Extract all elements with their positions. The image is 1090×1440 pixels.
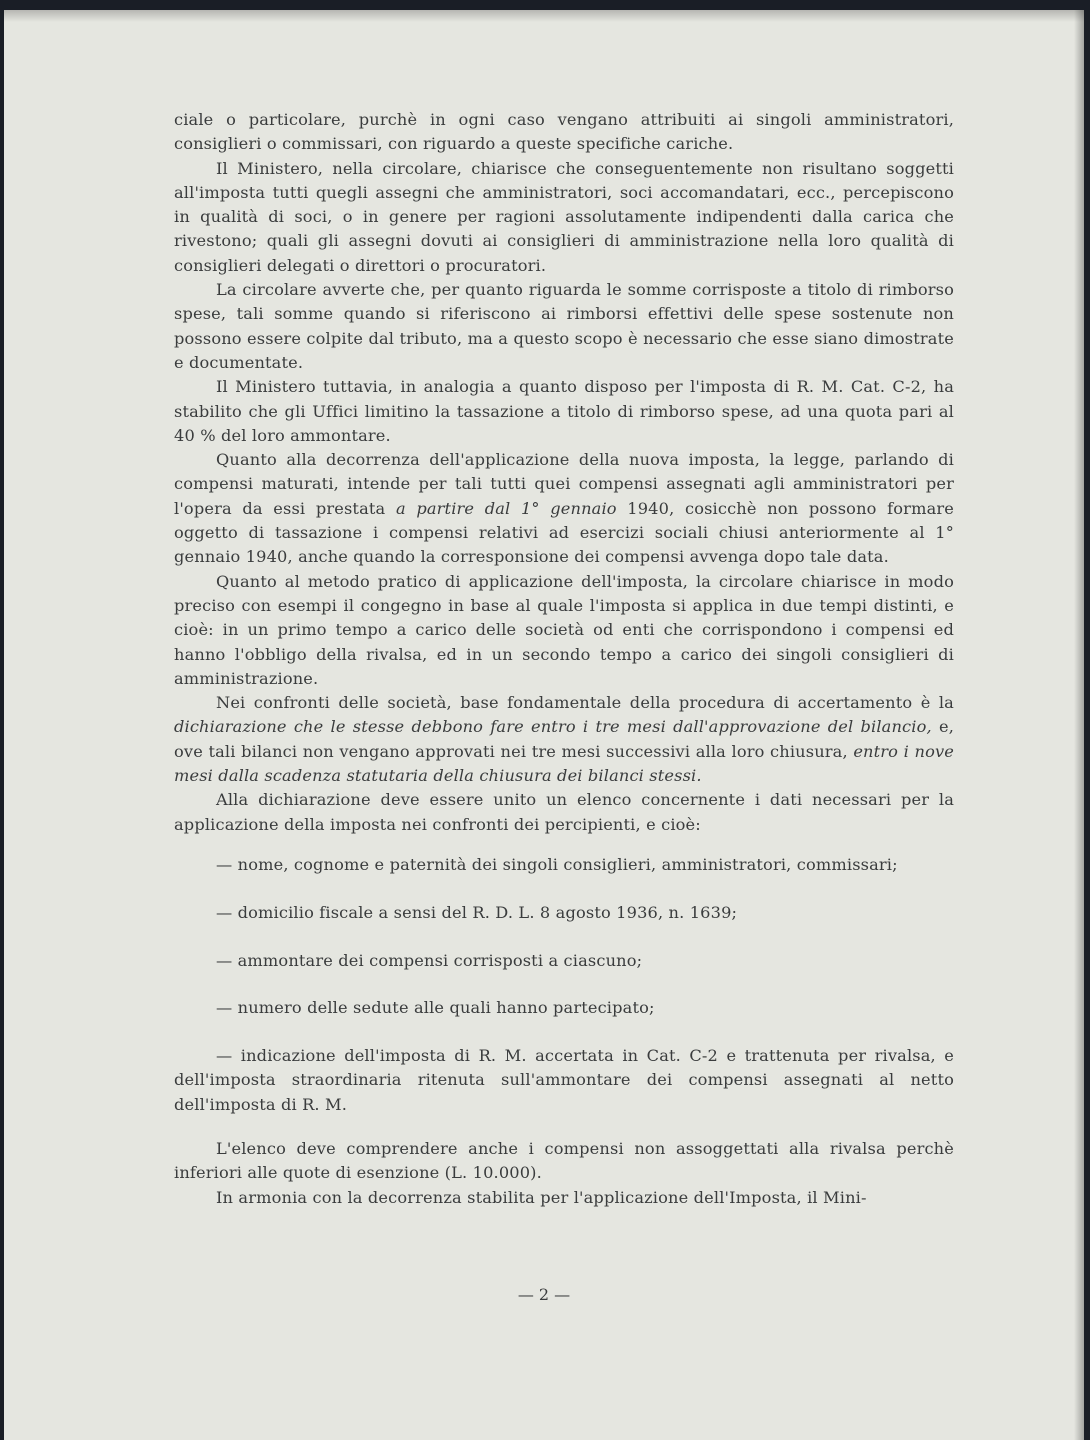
text-segment: e, ove tali bilanci non vengano approvati nei tre mesi successivi alla loro chiusura, [174, 717, 955, 761]
paragraph [174, 157, 954, 278]
body-text [174, 108, 954, 1210]
list-item: — ammontare dei compensi corrisposti a ciascuno; [216, 950, 643, 970]
text-segment: L'elenco deve comprendere anche i compensi non assoggettati alla rivalsa perchè inferiori alle quote di esenzione (L. 10.000). [174, 1138, 954, 1183]
text-segment: 1940, cosicchè non possono formare oggetto di tassazione i compensi relativi ad esercizi sociali chiusi anteriormente al 1° gennaio 1940, anche quando la corresponsione dei compensi avvenga dopo tale data. [174, 498, 954, 567]
text-segment: Il Ministero, nella circolare, chiarisce che conseguentemente non risultano soggetti all'imposta tutti quegli assegni che amministratori, soci accomandatari, ecc., percepiscono in qualità di soci, o in genere per ragioni assolutamente indipendenti dalla carica che rivestono; quali gli assegni dovuti ai consiglieri di amministrazione nella loro qualità di consiglieri delegati o direttori o procuratori. [174, 158, 954, 275]
text-segment: In armonia con la decorrenza stabilita per l'applicazione dell'Imposta, il Mini- [216, 1187, 867, 1207]
text-segment: Quanto alla decorrenza dell'applicazione della nuova imposta, la legge, parlando di compensi maturati, intende per tali tutti quei compensi assegnati agli amministratori per l'opera da essi prestata [174, 450, 954, 518]
text-segment: Nei confronti delle società, base fondamentale della procedura di accertamento è la [216, 693, 954, 713]
italic-text: entro i nove mesi dalla scadenza statutaria della chiusura dei bilanci stessi. [174, 741, 954, 786]
list-item: — domicilio fiscale a sensi del R. D. L. 8 agosto 1936, n. 1639; [216, 902, 738, 922]
text-segment: ciale o particolare, purchè in ogni caso vengano attribuiti ai singoli amministratori, consiglieri o commissari, con riguardo a queste specifiche cariche. [174, 110, 954, 154]
section-gap [174, 1117, 954, 1137]
list-item: — indicazione dell'imposta di R. M. accertata in Cat. C-2 e trattenuta per rivalsa, e dell'imposta straordinaria ritenuta sull'ammontare dei compensi assegnati al netto dell'imposta di R. M. [174, 1046, 954, 1114]
list-item: — numero delle sedute alle quali hanno partecipato; [216, 998, 655, 1018]
paragraph [174, 1186, 954, 1210]
paragraph [174, 448, 954, 569]
paragraphs-bottom [174, 1137, 954, 1210]
list-item: — nome, cognome e paternità dei singoli consiglieri, amministratori, commissari; [216, 854, 898, 874]
page-number: — 2 — [517, 1285, 571, 1304]
page-top-shadow [4, 10, 1084, 22]
paragraph [174, 278, 954, 375]
paragraph [174, 570, 954, 691]
text-segment: La circolare avverte che, per quanto riguarda le somme corrisposte a titolo di rimborso spese, tali somme quando si riferiscono ai rimborsi effettivi delle spese sostenute non possono essere colpite dal tributo, ma a questo scopo è necessario che esse siano dimostrate e documentate. [174, 280, 954, 372]
paragraph [174, 788, 954, 837]
paragraph [174, 1137, 954, 1186]
italic-text: dichiarazione che le stesse debbono fare entro i tre mesi dall'approvazione del bilancio, [174, 717, 932, 737]
text-segment: Il Ministero tuttavia, in analogia a quanto disposo per l'imposta di R. M. Cat. C-2, ha stabilito che gli Uffici limitino la tassazione a titolo di rimborso spese, ad una quota pari al 40 % del loro ammontare. [174, 377, 954, 445]
paragraph [174, 691, 954, 788]
paragraphs-top [174, 108, 954, 837]
text-segment: Alla dichiarazione deve essere unito un elenco concernente i dati necessari per la applicazione della imposta nei confronti dei percipienti, e cioè: [174, 790, 954, 834]
italic-text: a partire dal 1° gennaio [395, 498, 617, 518]
requirements-list [174, 853, 954, 1117]
paragraph [174, 108, 954, 157]
paragraph [174, 375, 954, 448]
document-page [4, 10, 1084, 1440]
text-segment: Quanto al metodo pratico di applicazione dell'imposta, la circolare chiarisce in modo preciso con esempi il congegno in base al quale l'imposta si applica in due tempi distinti, e cioè: in un primo tempo a carico delle società od enti che corrispondono i compensi ed hanno l'obbligo della rivalsa, ed in un secondo tempo a carico dei singoli consiglieri di amministrazione. [174, 571, 954, 688]
page-edge-shadow [1074, 10, 1084, 1440]
